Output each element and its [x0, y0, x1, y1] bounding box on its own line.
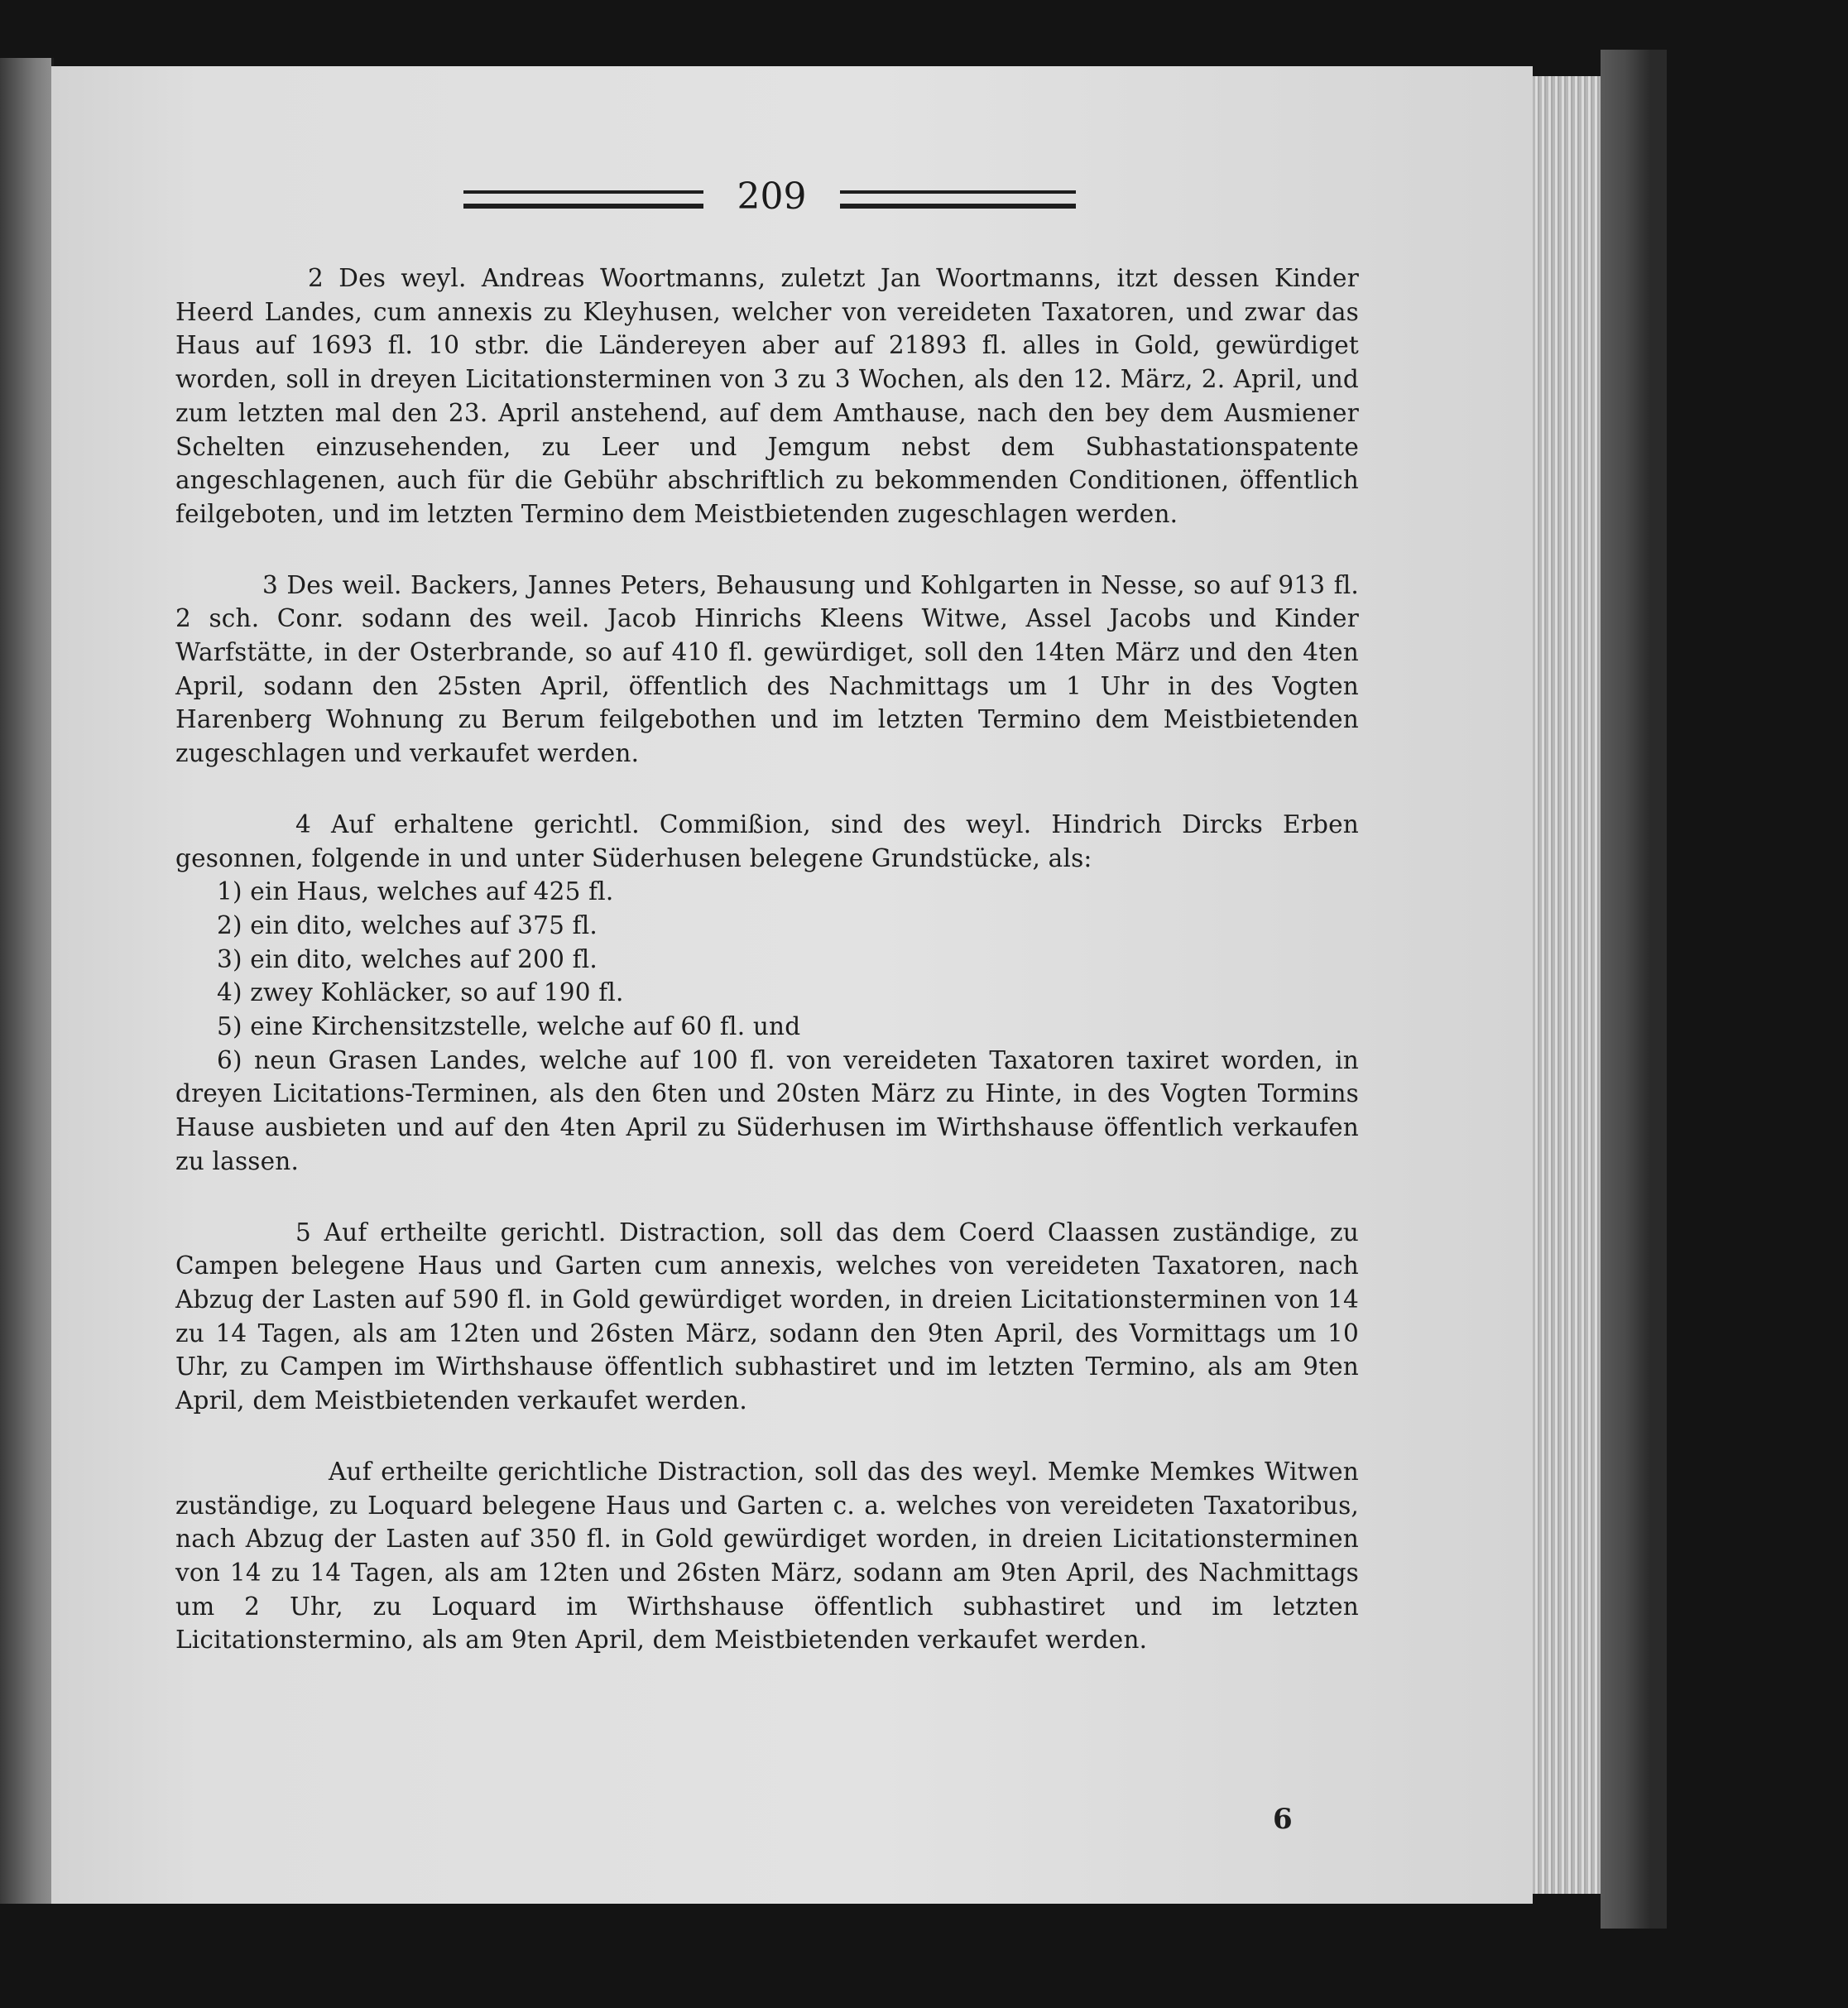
page-edges — [1533, 76, 1601, 1894]
book-cover — [1601, 50, 1650, 1929]
left-page-edge — [0, 58, 54, 1904]
page-body — [175, 262, 1359, 1657]
header-rule-left — [463, 190, 703, 209]
list-item: 1) ein Haus, welches auf 425 fl. — [217, 877, 614, 906]
paragraph-3: 3 Des weil. Backers, Jannes Peters, Behausung und Kohlgarten in Nesse, so auf 913 fl. 2 sch. Conr. sodann des weil. Jacob Hinrichs Kleens Witwe, Assel Jacobs und Kinder Warfstätte, in der Osterbrande, so auf 410 fl. gewürdiget, soll den 14ten März und den 4ten April, sodann den 25sten April, öffentlich des Nachmittags um 1 Uhr in des Vogten Harenberg Wohnung zu Berum feilgebothen und im letzten Termino dem Meistbietenden zugeschlagen und verkaufet werden. — [175, 570, 1359, 768]
paragraph-4-intro: 4 Auf erhaltene gerichtl. Commißion, sind des weyl. Hindrich Dircks Erben gesonnen, folgende in und unter Süderhusen belegene Grundstücke, als: — [175, 809, 1359, 872]
catchword: 6 — [1273, 1803, 1293, 1836]
paragraph-6: Auf ertheilte gerichtliche Distraction, soll das des weyl. Memke Memkes Witwen zuständige, zu Loquard belegene Haus und Garten c. a. welches von vereideten Taxatoribus, nach Abzug der Lasten auf 350 fl. in Gold gewürdiget worden, in dreien Licitationsterminen von 14 zu 14 Tagen, als am 12ten und 26sten März, sodann am 9ten April, des Nachmittags um 2 Uhr, zu Loquard im Wirthshause öffentlich subhastiret und im letzten Licitationstermino, als am 9ten April, dem Meistbietenden verkaufet werden. — [175, 1457, 1359, 1655]
list-item: 3) ein dito, welches auf 200 fl. — [217, 944, 598, 973]
paragraph-4 — [175, 808, 1359, 1179]
page-header — [463, 175, 1076, 223]
page-number: 209 — [737, 175, 807, 218]
list-item: 4) zwey Kohläcker, so auf 190 fl. — [217, 978, 624, 1007]
header-rule-right — [840, 190, 1076, 209]
list-item: 2) ein dito, welches auf 375 fl. — [217, 910, 598, 939]
list-item: 5) eine Kirchensitzstelle, welche auf 60 fl. und — [217, 1012, 801, 1041]
paragraph-5: 5 Auf ertheilte gerichtl. Distraction, soll das dem Coerd Claassen zuständige, zu Campen belegene Haus und Garten cum annexis, welches von vereideten Taxatoren, nach Abzug der Lasten auf 590 fl. in Gold gewürdiget worden, in dreien Licitationsterminen von 14 zu 14 Tagen, als am 12ten und 26sten März, sodann den 9ten April, des Vormittags um 10 Uhr, zu Campen im Wirthshause öffentlich subhastiret und im letzten Termino, als am 9ten April, dem Meistbietenden verkaufet werden. — [175, 1218, 1359, 1415]
paragraph-2: 2 Des weyl. Andreas Woortmanns, zuletzt Jan Woortmanns, itzt dessen Kinder Heerd Landes, cum annexis zu Kleyhusen, welcher von vereideten Taxatoren, und zwar das Haus auf 1693 fl. 10 stbr. die Ländereyen aber auf 21893 fl. alles in Gold, gewürdiget worden, soll in dreyen Licitationsterminen von 3 zu 3 Wochen, als den 12. März, 2. April, und zum letzten mal den 23. April anstehend, auf dem Amthause, nach den bey dem Ausmiener Schelten einzusehenden, zu Leer und Jemgum nebst dem Subhastationspatente angeschlagenen, auch für die Gebühr abschriftlich zu bekommenden Conditionen, öffentlich feilgeboten, und im letzten Termino dem Meistbietenden zugeschlagen werden. — [175, 264, 1359, 528]
book-cover-edge — [1650, 50, 1667, 1929]
list-item-last: 6) neun Grasen Landes, welche auf 100 fl. von vereideten Taxatoren taxiret worden, in dreyen Licitations-Terminen, als den 6ten und 20sten März zu Hinte, in des Vogten Tormins Hause ausbieten und auf den 4ten April zu Süderhusen im Wirthshause öffentlich verkaufen zu lassen. — [175, 1045, 1359, 1175]
